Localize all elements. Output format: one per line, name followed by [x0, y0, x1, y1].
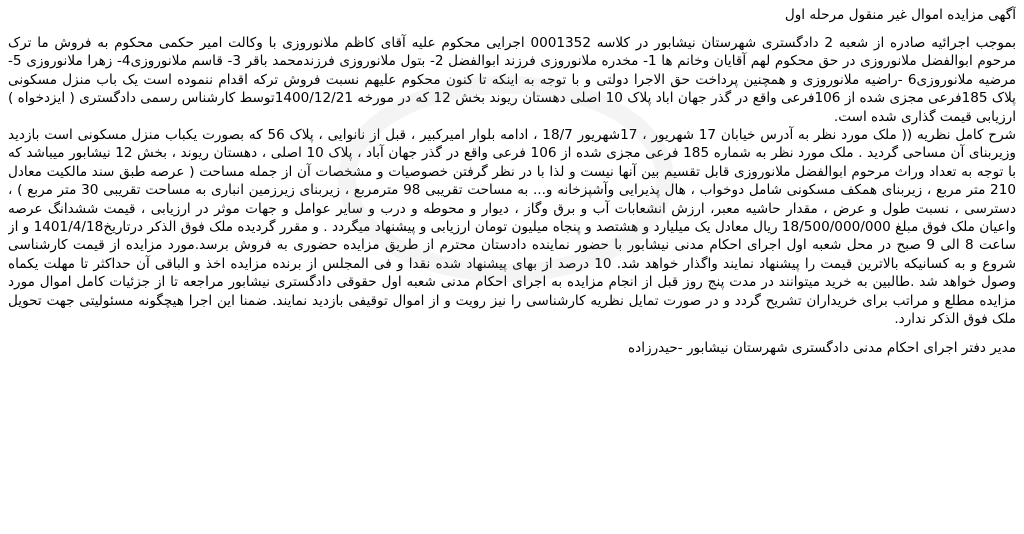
notice-paragraph-expert-opinion: شرح کامل نظریه (( ملک مورد نظر به آدرس خیابان 17 شهریور ، 17شهریور 18/7 ، ادامه بلوار امیرکبیر ، قبل از نانوایی ، پلاک 56 که بصورت یکباب منزل مسکونی است بازدید وزیربنای آن مساحی گردید . ملک مورد نظر به شماره 185 فرعی مجزی شده از 106 فرعی واقع در گذر جهان آباد ، پلاک 10 اصلی ، دهستان ریوند ، بخش 12 نیشابور میباشد که با توجه به تعداد وراث مرحوم ابوالفضل ملانوروزی قابل تقسیم بین آنها نیست و لذا با در نظر گرفتن خصوصیات و مشخصات آن از جمله مساحت ( عرصه طبق سند مالکیت معادل 210 متر مربع ، زیربنای همکف مسکونی شامل دوخواب ، هال پذیرایی وآشپزخانه و... به مساحت تقریبی 98 مترمربع ، زیربنای زیرزمین انباری به مساحت تقریبی 30 متر مربع ) ، دسترسی ، نسبت طول و عرض ، مقدار حاشیه معبر، ارزش انشعابات آب و برق وگاز ، دیوار و محوطه و درب و سایر عوامل و جهات موثر در ارزیابی ، قیمت ششدانگ عرصه واعیان ملک فوق مبلغ 18/500/000/000 ریال معادل یک میلیارد و هشتصد و پنجاه میلیون تومان ارزیابی و پیشنهاد میگردد . و مقرر گردیده ملک فوق الذکر درتاریخ1401/4/18 و از ساعت 8 الی 9 صبح در محل شعبه اول اجرای احکام مدنی نیشابور با حضور نماینده دادستان محترم از طریق مزایده حضوری به فروش برسد.مورد مزایده از قیمت کارشناسی شروع و به کسانیکه بالاترین قیمت را پیشنهاد نمایند واگذار خواهد شد. 10 درصد از بهای پیشنهاد شده نقدا و فی المجلس از برنده مزایده اخذ و الباقی آن حداکثر تا مهلت یکماه وصول خواهد شد .طالبین به خرید میتوانند در مدت پنج روز قبل از انجام مزایده به اجرای احکام مدنی شعبه اول حقوقی دادگستری نیشابور مراجعه تا از جزئیات کامل اموال مورد مزایده مطلع و مراتب برای خریداران تشریح گردد و در صورت تمایل نظریه کارشناسی را نیز رویت و از اموال توقیفی بازدید نمایند. ضمنا این اجرا هیچگونه مسئولیتی جهت تحویل ملک فوق الذکر ندارد.: [8, 127, 1016, 328]
notice-paragraph-execution-order: بموجب اجرائیه صادره از شعبه 2 دادگستری شهرستان نیشابور در کلاسه 0001352 اجرایی محکوم علیه آقای کاظم ملانوروزی با وکالت امیر حکمی محکوم به فروش ما ترک مرحوم ابوالفضل ملانوروزی در حق محکوم لهم آقایان وخانم ها 1- مخدره ملانوروزی فرزند ابوالفضل 2- بتول ملانوروزی فرزندمحمد باقر 3- قاسم ملانوروزی4- زهرا ملانوروزی 5- مرضیه ملانوروزی6 -راضیه ملانوروزی و همچنین پرداخت حق الاجرا دولتی و با توجه به اینکه تا کنون محکوم علیهم نسبت فروش ترکه اقدام ننموده است یک باب منزل مسکونی پلاک 185فرعی مجزی شده از 106فرعی واقع در گذر جهان اباد پلاک 10 اصلی دهستان ریوند بخش 12 که در مورخه 1400/12/21توسط کارشناس رسمی دادگستری ( ایزدخواه ) ارزیابی قیمت گذاری شده است.: [8, 35, 1016, 125]
auction-notice: [8, 6, 1016, 528]
notice-title: آگهی مزایده اموال غیر منقول مرحله اول: [784, 7, 1016, 23]
notice-body: [8, 34, 1016, 329]
notice-signature: مدیر دفتر اجرای احکام مدنی دادگستری شهرستان نیشابور -حیدرزاده: [628, 339, 1016, 356]
